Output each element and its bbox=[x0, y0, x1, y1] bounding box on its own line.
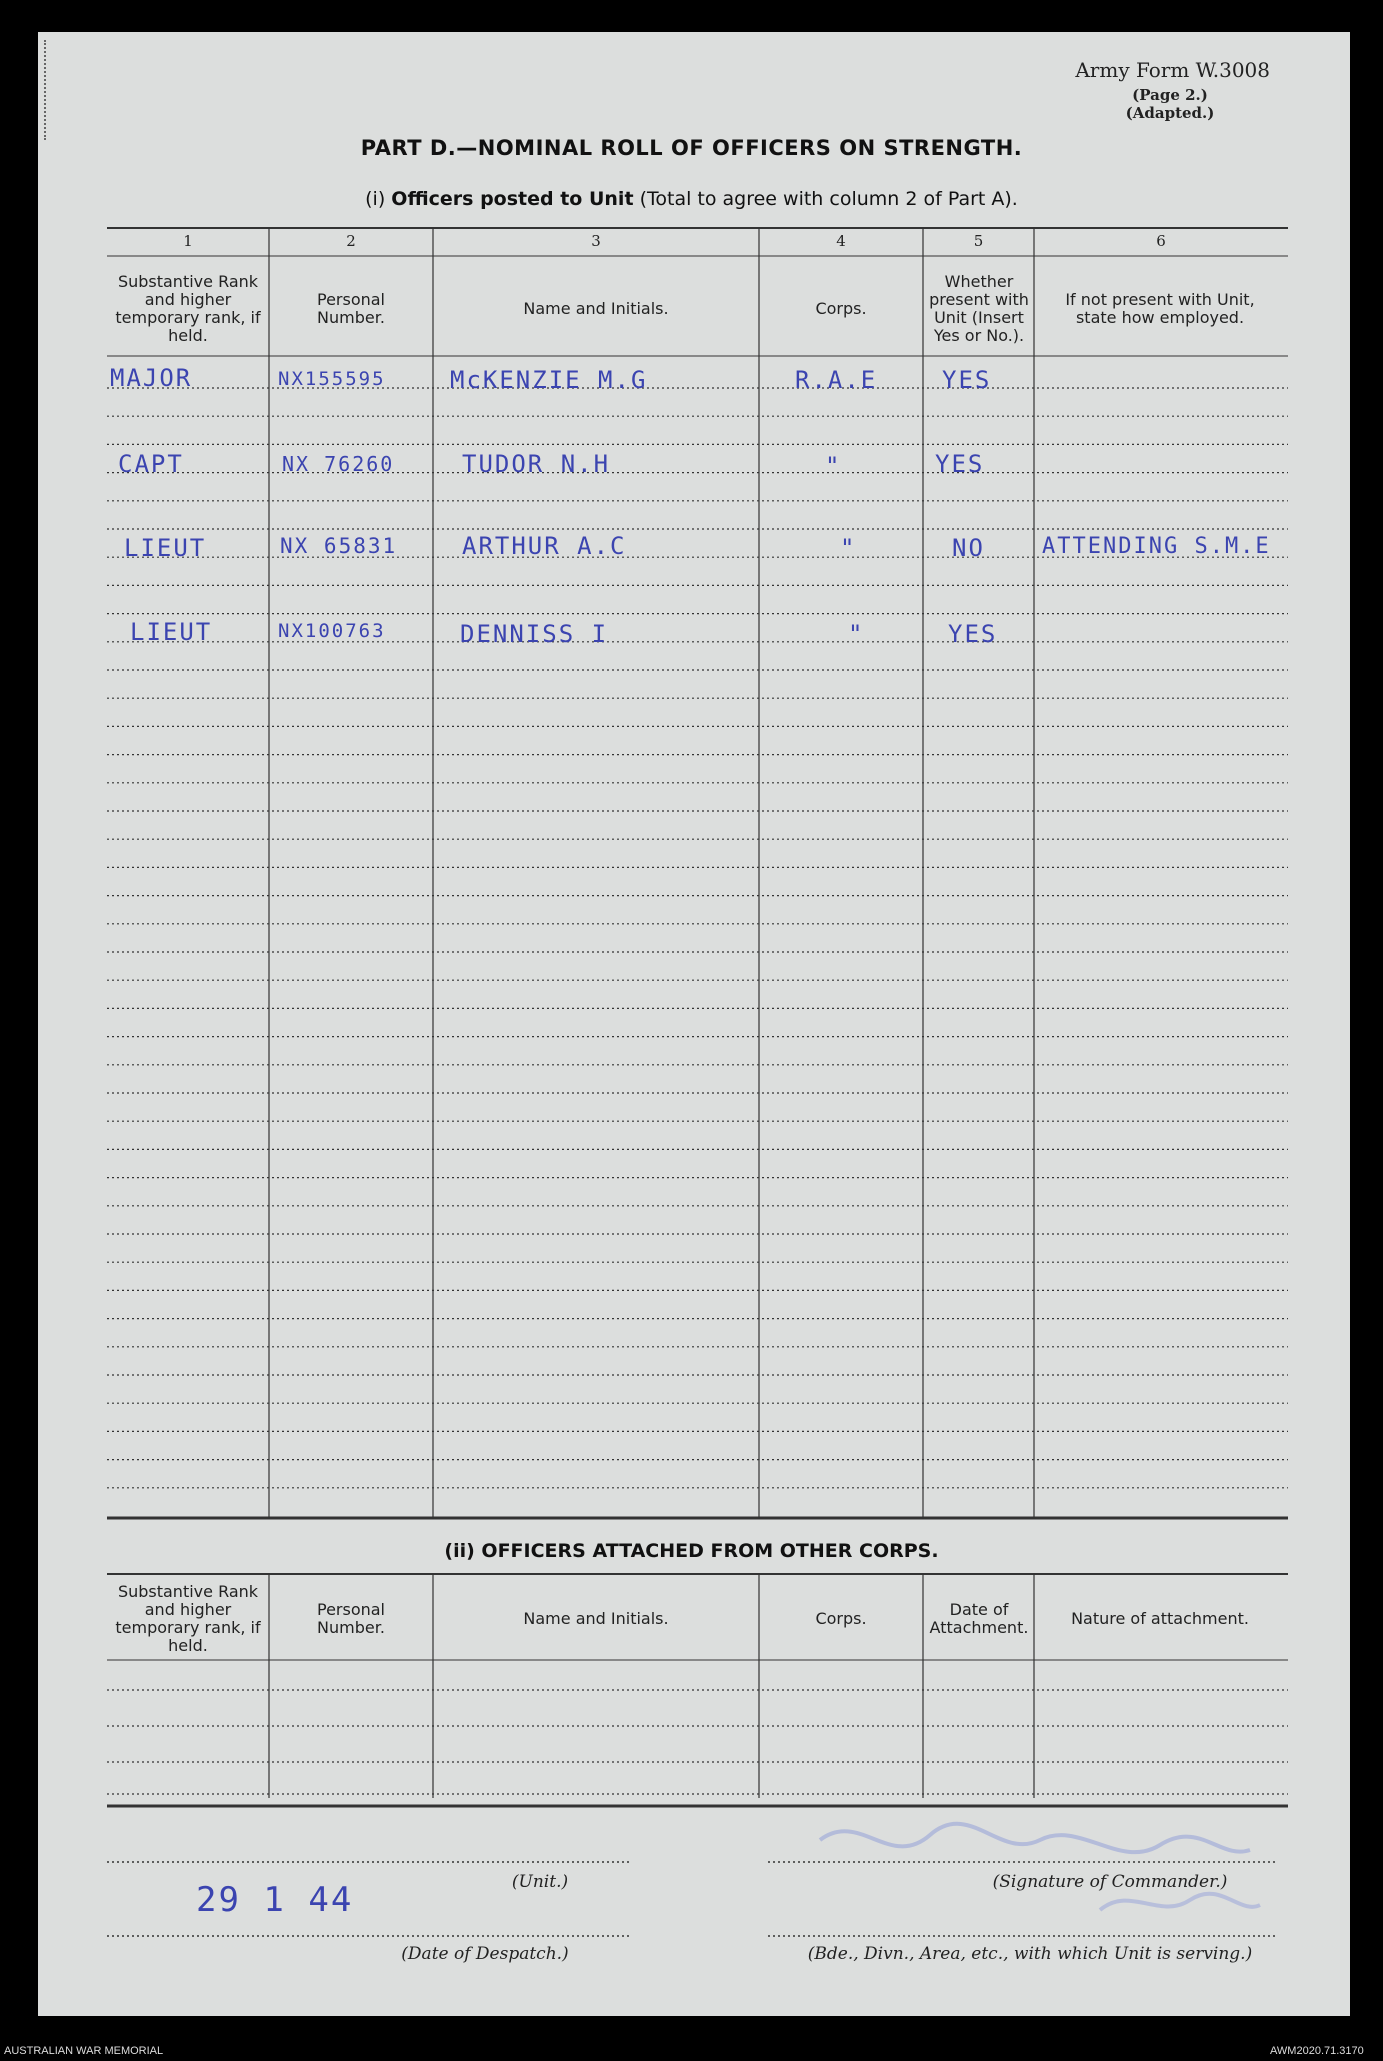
cell-number: NX 76260 bbox=[282, 452, 395, 476]
col-number-2: 2 bbox=[346, 232, 356, 250]
cell-name: DENNISS I bbox=[460, 620, 609, 648]
unit-label: (Unit.) bbox=[511, 1872, 569, 1892]
cell-name: ARTHUR A.C bbox=[462, 532, 627, 560]
cell-rank: MAJOR bbox=[110, 364, 193, 392]
cell-present: NO bbox=[952, 534, 985, 562]
col-number-3: 3 bbox=[591, 232, 601, 250]
header2-nature-of-attachment: Nature of attachment. bbox=[1071, 1609, 1249, 1628]
header-rank: Substantive Rank and higher temporary rank, if held. bbox=[115, 272, 261, 345]
archive-id: AWM2020.71.3170 bbox=[1270, 2045, 1364, 2057]
cell-number: NX155595 bbox=[278, 368, 386, 390]
despatch-label: (Date of Despatch.) bbox=[401, 1944, 569, 1964]
col-number-5: 5 bbox=[973, 232, 984, 250]
adapted-label: (Adapted.) bbox=[1125, 104, 1215, 122]
form-number: Army Form W.3008 bbox=[1075, 58, 1270, 82]
bde-label: (Bde., Divn., Area, etc., with which Unit is serving.) bbox=[807, 1944, 1253, 1964]
page-label: (Page 2.) bbox=[1132, 86, 1208, 104]
cell-employed: ATTENDING S.M.E bbox=[1042, 534, 1271, 559]
header2-date-of-attachment: Date of Attachment. bbox=[929, 1600, 1029, 1637]
commander-signature bbox=[800, 1800, 1280, 1940]
cell-corps: R.A.E bbox=[795, 366, 878, 394]
header2-name: Name and Initials. bbox=[523, 1609, 669, 1628]
header-name: Name and Initials. bbox=[523, 299, 669, 318]
cell-rank: LIEUT bbox=[130, 618, 213, 646]
despatch-date: 29 1 44 bbox=[196, 1880, 354, 1920]
cell-corps: " bbox=[825, 452, 842, 480]
part-d-title: PART D.—NOMINAL ROLL OF OFFICERS ON STRENGTH. bbox=[360, 136, 1023, 160]
archive-credit: AUSTRALIAN WAR MEMORIAL bbox=[4, 2045, 164, 2057]
cell-rank: LIEUT bbox=[124, 534, 207, 562]
header-present: Whether present with Unit (Insert Yes or No.). bbox=[929, 272, 1029, 345]
section-i-bold: Officers posted to Unit bbox=[391, 188, 634, 210]
header-employed: If not present with Unit, state how employed. bbox=[1065, 290, 1255, 327]
cell-number: NX 65831 bbox=[280, 534, 398, 558]
cell-present: YES bbox=[942, 366, 992, 394]
cell-present: YES bbox=[948, 620, 998, 648]
cell-name: TUDOR N.H bbox=[462, 450, 611, 478]
col-number-1: 1 bbox=[183, 232, 193, 250]
section-i-note: (Total to agree with column 2 of Part A). bbox=[639, 188, 1018, 210]
cell-name: McKENZIE M.G bbox=[450, 366, 648, 394]
col-number-4: 4 bbox=[836, 232, 846, 250]
cell-rank: CAPT bbox=[118, 450, 184, 478]
cell-corps: " bbox=[848, 620, 865, 648]
col-number-6: 6 bbox=[1156, 232, 1166, 250]
cell-number: NX100763 bbox=[278, 620, 386, 642]
header2-personal-number: Personal Number. bbox=[316, 1600, 385, 1637]
section-i-label: (i) bbox=[365, 188, 386, 210]
header-personal-number: Personal Number. bbox=[316, 290, 385, 327]
header2-rank: Substantive Rank and higher temporary rank, if held. bbox=[115, 1582, 261, 1655]
cell-corps: " bbox=[840, 534, 857, 562]
signature-label: (Signature of Commander.) bbox=[992, 1872, 1228, 1892]
cell-present: YES bbox=[935, 450, 985, 478]
header-corps: Corps. bbox=[815, 299, 867, 318]
section-ii-title: (ii) OFFICERS ATTACHED FROM OTHER CORPS. bbox=[444, 1540, 939, 1562]
header2-corps: Corps. bbox=[815, 1609, 867, 1628]
